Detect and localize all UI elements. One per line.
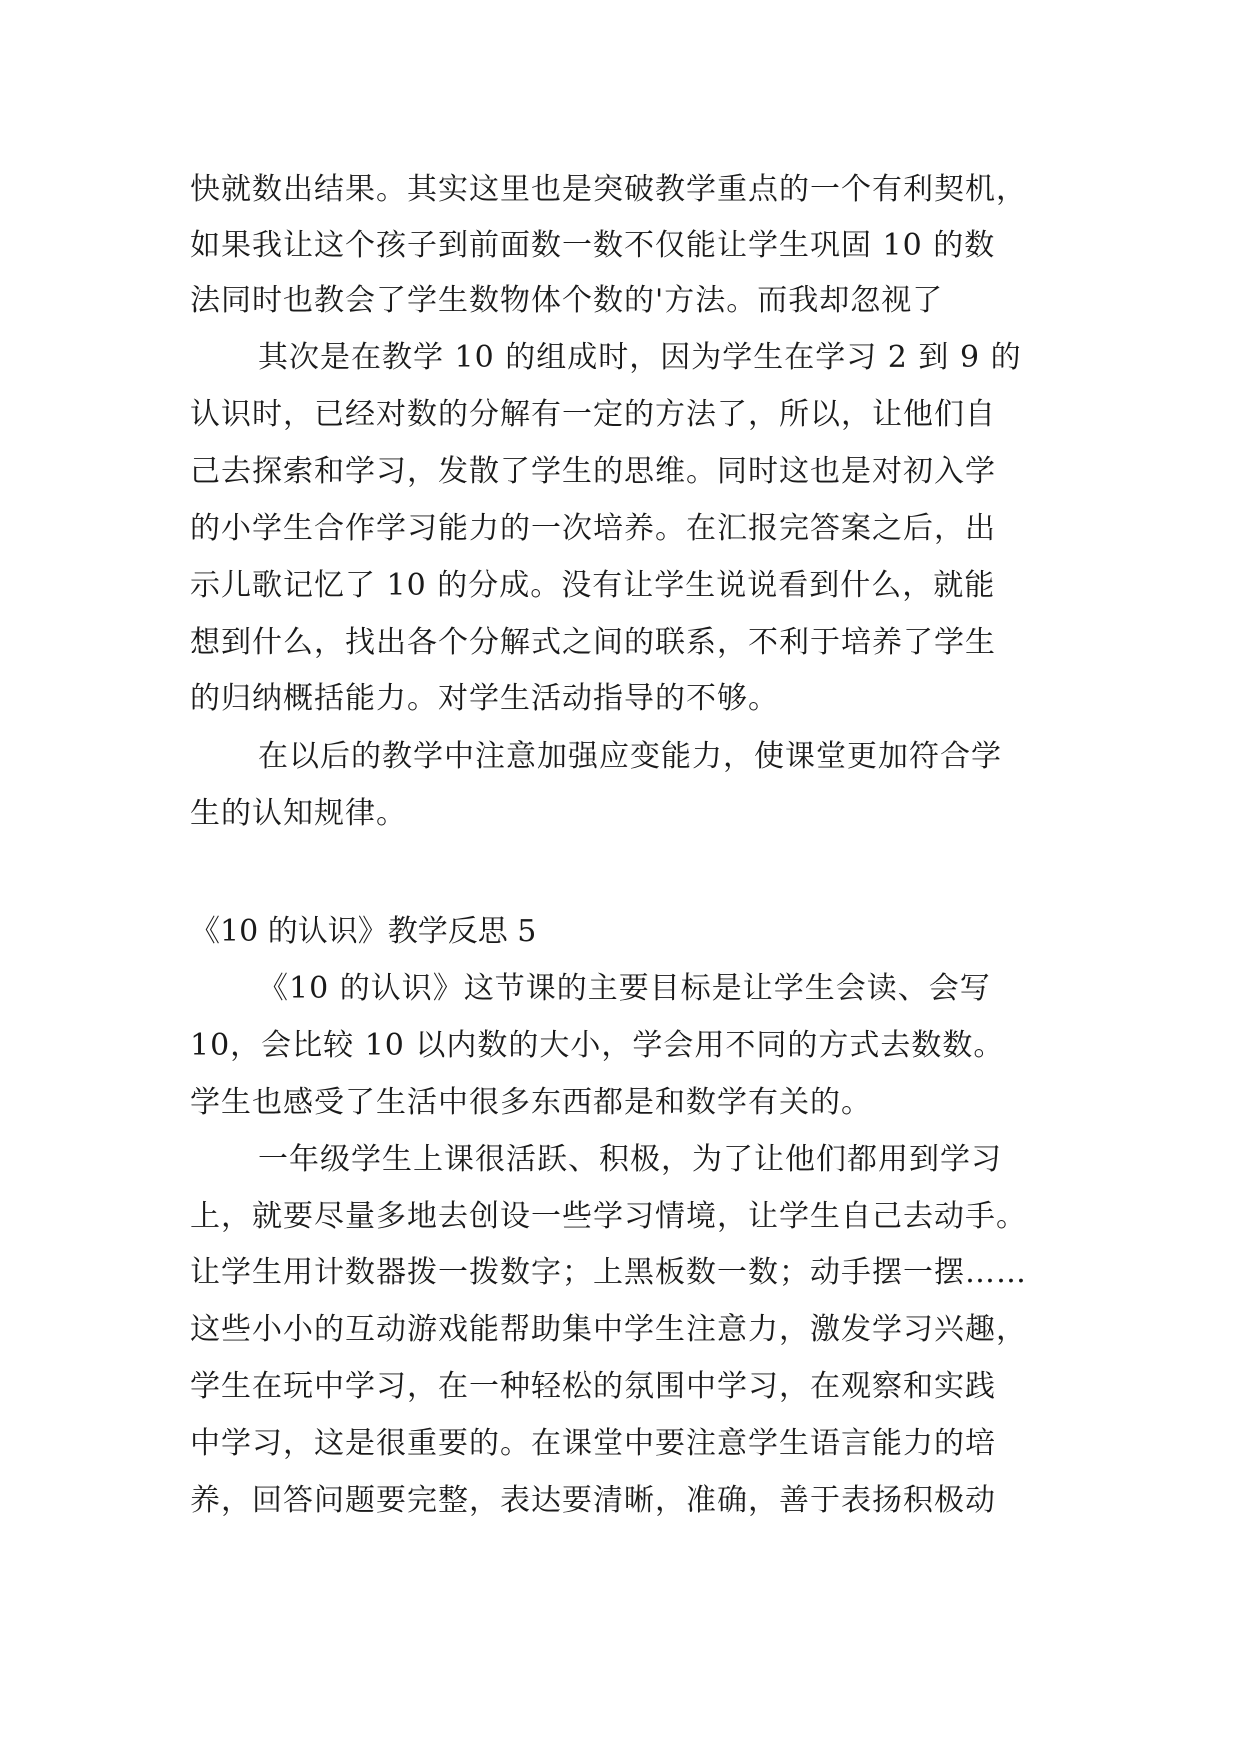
paragraph-line: 快就数出结果。其实这里也是突破教学重点的一个有利契机， — [190, 172, 1027, 207]
paragraph-line: 生的认知规律。 — [190, 796, 407, 831]
paragraph-line: 的小学生合作学习能力的一次培养。在汇报完答案之后，出 — [190, 511, 996, 546]
paragraph-line: 《10 的认识》这节课的主要目标是让学生会读、会写 — [258, 971, 991, 1006]
paragraph-line: 这些小小的互动游戏能帮助集中学生注意力，激发学习兴趣， — [190, 1312, 1027, 1347]
paragraph-line: 己去探索和学习，发散了学生的思维。同时这也是对初入学 — [190, 454, 996, 489]
paragraph-line: 学生在玩中学习，在一种轻松的氛围中学习，在观察和实践 — [190, 1369, 996, 1404]
paragraph-line: 的归纳概括能力。对学生活动指导的不够。 — [190, 681, 779, 716]
paragraph-line: 法同时也教会了学生数物体个数的'方法。而我却忽视了 — [190, 283, 944, 318]
section-heading: 《10 的认识》教学反思 5 — [190, 914, 537, 949]
paragraph-line: 养，回答问题要完整，表达要清晰，准确，善于表扬积极动 — [190, 1483, 996, 1518]
paragraph-line: 如果我让这个孩子到前面数一数不仅能让学生巩固 10 的数 — [190, 228, 996, 263]
paragraph-line: 想到什么，找出各个分解式之间的联系，不利于培养了学生 — [190, 625, 996, 660]
paragraph-line: 其次是在教学 10 的组成时，因为学生在学习 2 到 9 的 — [258, 340, 1022, 375]
paragraph-line: 让学生用计数器拨一拨数字；上黑板数一数；动手摆一摆…… — [190, 1255, 1027, 1290]
paragraph-line: 在以后的教学中注意加强应变能力，使课堂更加符合学 — [258, 739, 1002, 774]
paragraph-line: 上，就要尽量多地去创设一些学习情境，让学生自己去动手。 — [190, 1199, 1027, 1234]
paragraph-line: 学生也感受了生活中很多东西都是和数学有关的。 — [190, 1085, 872, 1120]
paragraph-line: 10，会比较 10 以内数的大小，学会用不同的方式去数数。 — [190, 1028, 1005, 1063]
paragraph-line: 示儿歌记忆了 10 的分成。没有让学生说说看到什么，就能 — [190, 568, 996, 603]
paragraph-line: 中学习，这是很重要的。在课堂中要注意学生语言能力的培 — [190, 1426, 996, 1461]
paragraph-line: 一年级学生上课很活跃、积极，为了让他们都用到学习 — [258, 1142, 1002, 1177]
paragraph-line: 认识时，已经对数的分解有一定的方法了，所以，让他们自 — [190, 397, 996, 432]
